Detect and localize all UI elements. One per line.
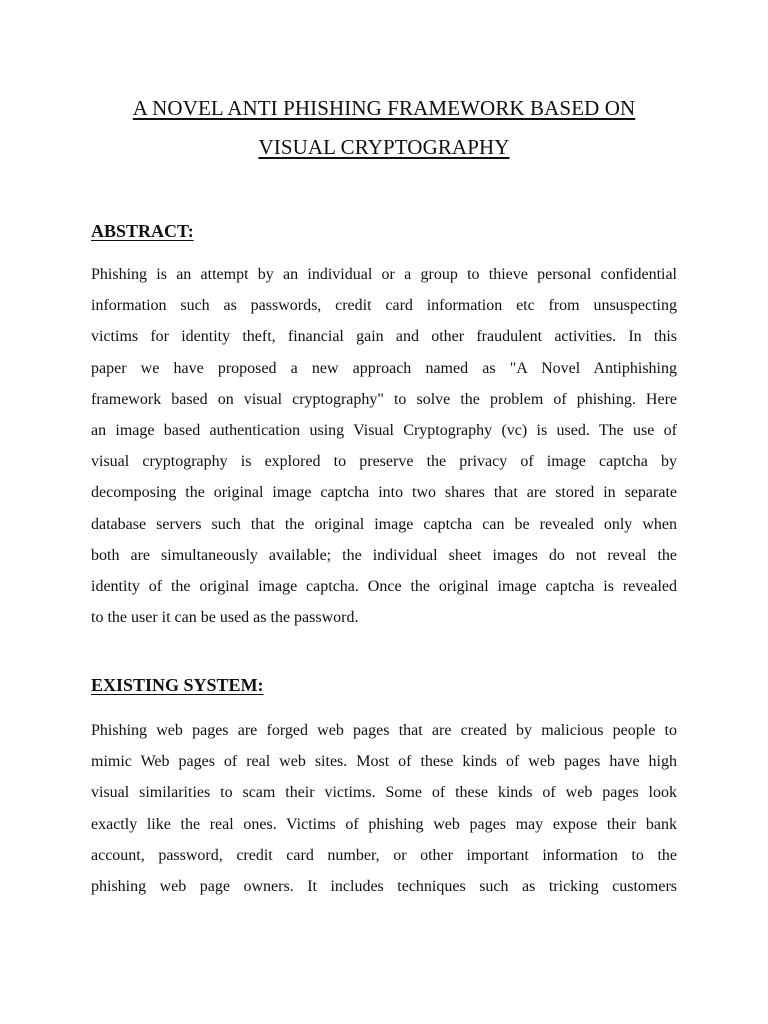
abstract-line: Phishing is an attempt by an individual or a group to thieve personal confidential	[91, 266, 677, 283]
abstract-line: to the user it can be used as the password.	[91, 609, 359, 627]
abstract-line: framework based on visual cryptography" to solve the problem of phishing. Here	[91, 390, 677, 408]
document-title-line-1: A NOVEL ANTI PHISHING FRAMEWORK BASED ON	[132, 96, 636, 120]
abstract-line: information such as passwords, credit card information etc from unsuspecting	[91, 297, 677, 315]
abstract-line: visual cryptography is explored to preserve the privacy of image captcha by	[91, 453, 677, 471]
existing-system-line: visual similarities to scam their victims. Some of these kinds of web pages look	[91, 784, 677, 802]
abstract-line: paper we have proposed a new approach named as "A Novel Antiphishing	[91, 359, 677, 377]
existing-system-line: account, password, credit card number, or other important information to the	[91, 846, 677, 864]
abstract-line: decomposing the original image captcha into two shares that are stored in separate	[91, 484, 677, 502]
abstract-line: victims for identity theft, financial gain and other fraudulent activities. In this	[91, 328, 677, 346]
abstract-line: both are simultaneously available; the individual sheet images do not reveal the	[91, 546, 677, 564]
abstract-line: an image based authentication using Visual Cryptography (vc) is used. The use of	[91, 422, 677, 440]
existing-system-line: phishing web page owners. It includes techniques such as tricking customers	[91, 878, 677, 896]
existing-system-line: Phishing web pages are forged web pages that are created by malicious people to	[91, 722, 677, 739]
document-title-line-2: VISUAL CRYPTOGRAPHY	[258, 135, 510, 159]
abstract-line: identity of the original image captcha. Once the original image captcha is revealed	[91, 578, 677, 596]
existing-system-line: exactly like the real ones. Victims of phishing web pages may expose their bank	[91, 815, 677, 833]
abstract-heading: ABSTRACT:	[91, 221, 194, 241]
abstract-line: database servers such that the original image captcha can be revealed only when	[91, 515, 677, 533]
existing-system-heading: EXISTING SYSTEM:	[91, 675, 264, 695]
existing-system-paragraph	[91, 715, 677, 902]
existing-system-line: mimic Web pages of real web sites. Most of these kinds of web pages have high	[91, 753, 677, 771]
abstract-paragraph	[91, 259, 677, 633]
